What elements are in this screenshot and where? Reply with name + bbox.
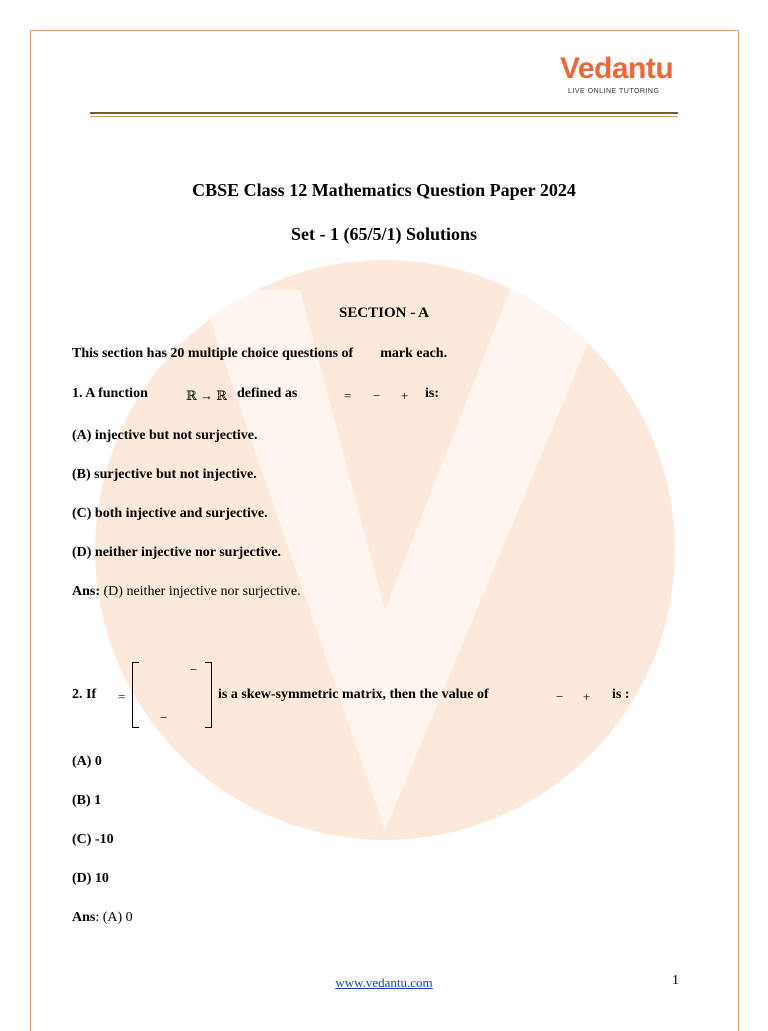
footer-website-link[interactable]: www.vedantu.com: [335, 975, 433, 990]
q2-option-b: (B) 1: [72, 793, 102, 808]
q1-option-a: (A) injective but not surjective.: [72, 428, 258, 443]
matrix-bracket-right: [205, 662, 212, 728]
q2-minus: −: [556, 689, 564, 704]
matrix-bottom-minus: −: [160, 710, 168, 725]
intro-tail: mark each.: [380, 346, 448, 361]
q2-answer: [72, 910, 133, 926]
q1-option-d: (D) neither injective nor surjective.: [72, 545, 282, 560]
q1-prefix: 1. A function: [72, 386, 148, 401]
q1-tail: is:: [425, 386, 439, 401]
q2-prefix: 2. If: [72, 687, 97, 702]
q2-option-d: (D) 10: [72, 871, 109, 886]
q2-answer-text: : (A) 0: [95, 910, 133, 925]
q1-option-c: (C) both injective and surjective.: [72, 506, 268, 521]
logo-tagline: LIVE ONLINE TUTORING: [568, 88, 660, 95]
q1-option-b: (B) surjective but not injective.: [72, 467, 257, 482]
q1-minus: −: [373, 388, 381, 403]
q1-answer-label: Ans:: [72, 584, 101, 599]
header-rule-thin: [90, 116, 678, 117]
q2-text: is a skew-symmetric matrix, then the value of: [218, 687, 489, 702]
q2-plus: +: [583, 689, 591, 704]
matrix-bracket-left: [132, 662, 139, 728]
vedantu-logo: [560, 52, 680, 102]
matrix-top-minus: −: [190, 662, 198, 677]
q1-plus: +: [401, 388, 409, 403]
intro-text: This section has 20 multiple choice questions of: [72, 346, 354, 361]
logo-word: Vedantu: [560, 52, 674, 85]
section-heading: SECTION - A: [338, 305, 430, 321]
q2-option-a: (A) 0: [72, 754, 102, 769]
q2-option-c: (C) -10: [72, 832, 114, 847]
document-title: CBSE Class 12 Mathematics Question Paper 2024: [192, 180, 576, 200]
q1-answer-text: (D) neither injective nor surjective.: [103, 584, 301, 599]
q1-defined-as: defined as: [237, 386, 298, 401]
q2-answer-label: Ans: [72, 910, 96, 925]
header-rule: [90, 112, 678, 114]
q2-eq: =: [118, 689, 126, 704]
section-intro: [72, 346, 447, 362]
q1-answer: [72, 584, 301, 600]
q2-tail: is :: [612, 687, 630, 702]
q1-eq: =: [344, 388, 352, 403]
document-subtitle: Set - 1 (65/5/1) Solutions: [290, 224, 477, 244]
page-number: 1: [672, 973, 679, 988]
q1-map: ℝ → ℝ: [186, 388, 228, 403]
